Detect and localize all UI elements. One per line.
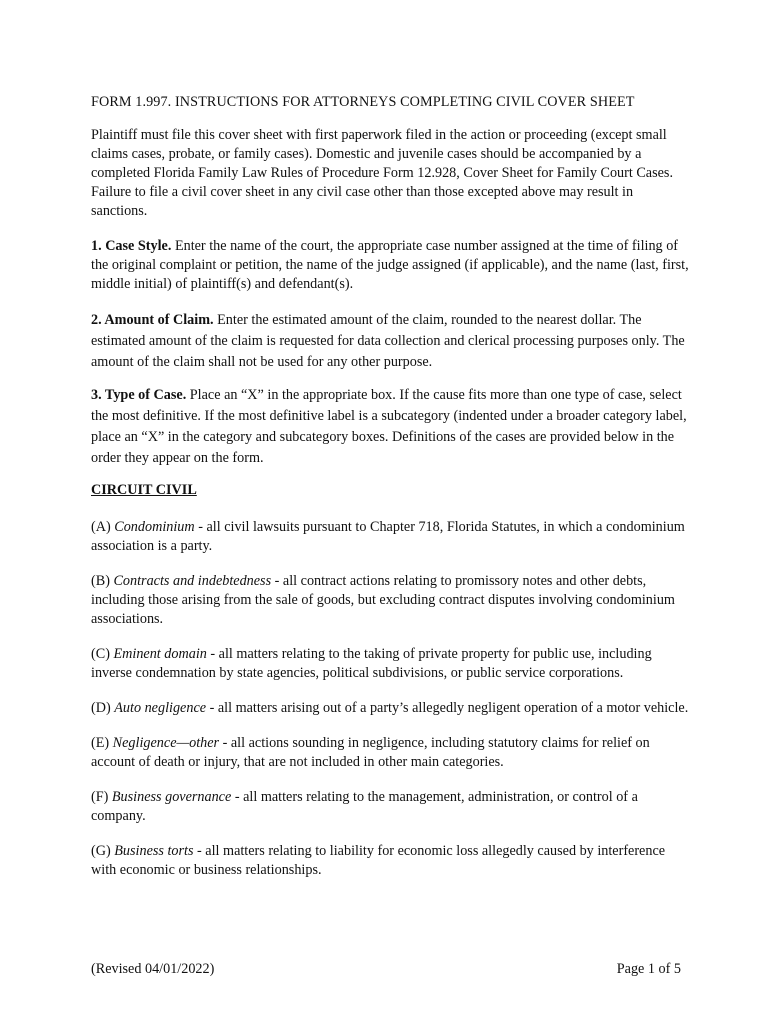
page-number: Page 1 of 5 (616, 961, 681, 977)
instruction-amount-of-claim (91, 310, 691, 373)
definition-prefix: (B) (91, 573, 114, 589)
definition-text: - all actions sounding in negligence, including statutory claims for relief on account of death or injury, that are not included in other main categories. (91, 735, 650, 770)
definition-term: Business torts (114, 843, 194, 859)
page-footer (91, 961, 681, 978)
definition-term: Contracts and indebtedness (113, 573, 272, 589)
instruction-text: Place an “X” in the appropriate box. If the cause fits more than one type of case, select the most definitive. If the most definitive label is a subcategory (indented under a broader category label, place an “X” in the category and subcategory boxes. Definitions of the cases are provided below in the order they appear on the form. (91, 387, 687, 466)
definition-condominium (91, 518, 691, 556)
definition-prefix: (G) (91, 843, 115, 859)
definition-term: Business governance (111, 789, 232, 805)
intro-paragraph: Plaintiff must file this cover sheet with first paperwork filed in the action or proceeding (except small claims cases, probate, or family cases). Domestic and juvenile cases should be accompanied by a completed Florida Family Law Rules of Procedure Form 12.928, Cover Sheet for Family Court Cases. Failure to file a civil cover sheet in any civil case other than those excepted above may result in sanctions. (91, 127, 673, 219)
definition-business-torts (91, 842, 691, 880)
document-body (91, 93, 691, 896)
definition-contracts (91, 572, 691, 629)
definition-eminent-domain (91, 645, 691, 683)
definition-auto-negligence (91, 699, 691, 718)
instruction-type-of-case (91, 385, 691, 469)
definition-prefix: (A) (91, 519, 115, 535)
instruction-text: Enter the estimated amount of the claim, rounded to the nearest dollar. The estimated amount of the claim is requested for data collection and clerical processing purposes only. The amount of the claim shall not be used for any other purpose. (91, 312, 685, 370)
definition-prefix: (E) (91, 735, 113, 751)
revision-date: (Revised 04/01/2022) (91, 961, 215, 977)
form-title: FORM 1.997. INSTRUCTIONS FOR ATTORNEYS COMPLETING CIVIL COVER SHEET (91, 94, 635, 110)
instruction-heading: 1. Case Style. (91, 238, 172, 254)
definition-prefix: (F) (91, 789, 112, 805)
definition-negligence-other (91, 734, 691, 772)
instruction-heading: 3. Type of Case. (91, 387, 187, 403)
instruction-text: Enter the name of the court, the appropriate case number assigned at the time of filing of the original complaint or petition, the name of the judge assigned (if applicable), and the name (last, first, middle initial) of plaintiff(s) and defendant(s). (91, 238, 689, 292)
definition-text: - all matters arising out of a party’s allegedly negligent operation of a motor vehicle. (206, 700, 689, 716)
definition-term: Condominium (114, 519, 195, 535)
definition-prefix: (C) (91, 646, 114, 662)
definition-term: Negligence—other (112, 735, 220, 751)
definition-text: - all civil lawsuits pursuant to Chapter 718, Florida Statutes, in which a condominium association is a party. (91, 519, 685, 554)
definition-text: - all contract actions relating to promissory notes and other debts, including those arising from the sale of goods, but excluding contract disputes involving condominium associations. (91, 573, 675, 627)
definition-business-governance (91, 788, 691, 826)
definition-text: - all matters relating to the taking of private property for public use, including inverse condemnation by state agencies, political subdivisions, or public service corporations. (91, 646, 652, 681)
section-heading-circuit-civil: CIRCUIT CIVIL (91, 482, 197, 498)
definition-prefix: (D) (91, 700, 115, 716)
definition-text: - all matters relating to liability for economic loss allegedly caused by interference with economic or business relationships. (91, 843, 666, 878)
definition-text: - all matters relating to the management, administration, or control of a company. (91, 789, 638, 824)
instruction-heading: 2. Amount of Claim. (91, 312, 214, 328)
definition-term: Eminent domain (113, 646, 207, 662)
definition-term: Auto negligence (114, 700, 207, 716)
instruction-case-style (91, 237, 691, 294)
